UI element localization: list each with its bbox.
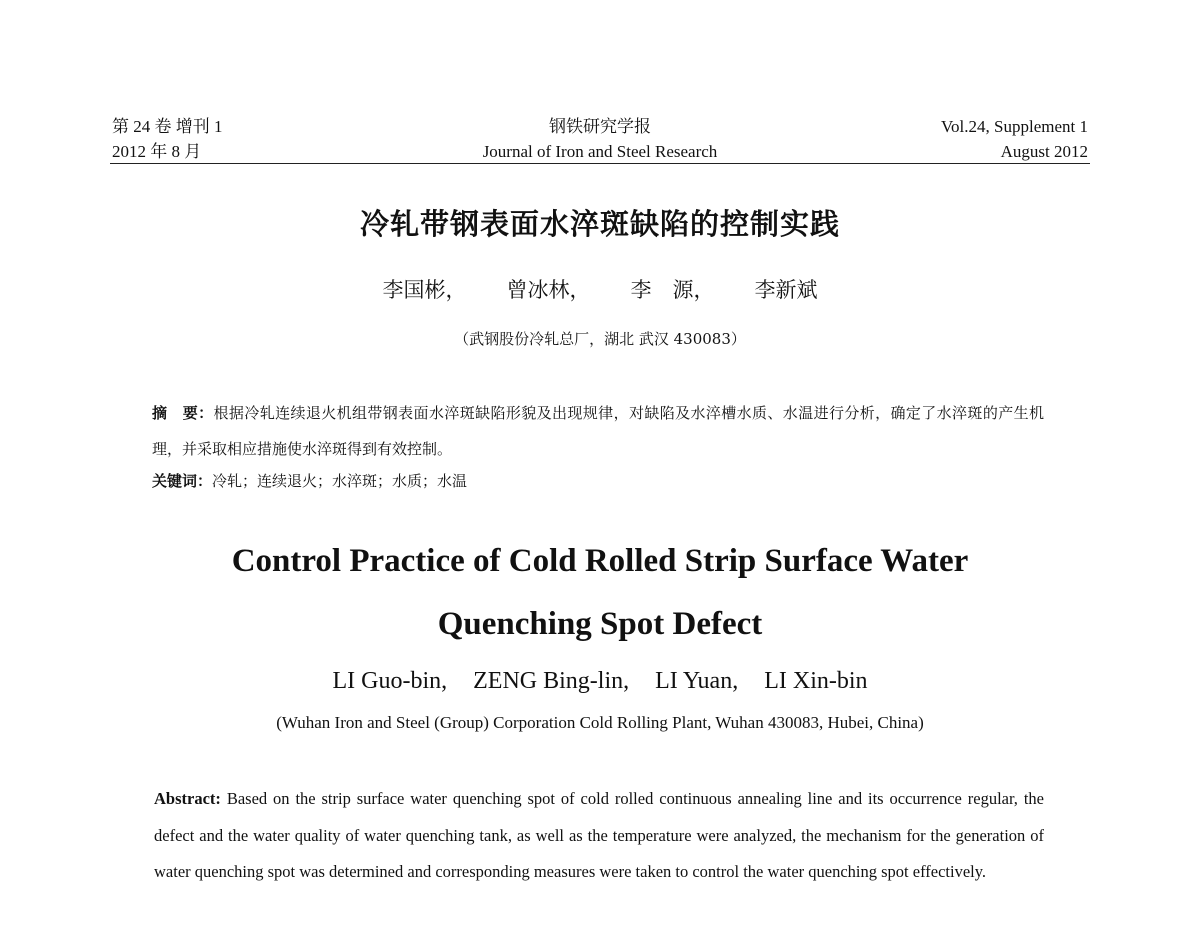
author-cn: 曾冰林， (506, 278, 591, 302)
author-cn: 李 源， (630, 278, 715, 302)
affiliation-en: (Wuhan Iron and Steel (Group) Corporation Cold Rolling Plant, Wuhan 430083, Hubei, China) (276, 713, 924, 732)
author-cn: 李新斌 (754, 278, 818, 302)
abstract-label-en: Abstract: (154, 789, 221, 808)
abstract-text-en: Based on the strip surface water quenching spot of cold rolled continuous annealing line and its occurrence regular, the defect and the water quality of water quenching tank, as well as the temperature were analyzed, the mechanism for the generation of water quenching spot was determined and corresponding measures were taken to control the water quenching spot effectively. (154, 789, 1044, 881)
abstract-en (154, 781, 1044, 891)
abstract-cn (152, 395, 1044, 467)
paper-title-en-line1: Control Practice of Cold Rolled Strip Surface Water (231, 543, 969, 579)
author-list-cn (0, 276, 1200, 304)
keywords-text-cn: 冷轧；连续退火；水淬斑；水质；水温 (212, 472, 468, 490)
publication-date-en: August 2012 (1000, 142, 1088, 161)
author-en: LI Xin-bin (764, 668, 868, 694)
keywords-cn (152, 470, 467, 492)
author-en: ZENG Bing-lin, (473, 668, 630, 694)
volume-issue: 第 24 卷 增刊 1 (112, 117, 223, 136)
volume-supplement-en: Vol.24, Supplement 1 (940, 117, 1088, 136)
header-rule (110, 163, 1090, 164)
author-en: LI Yuan, (655, 668, 739, 694)
author-cn: 李国彬， (382, 278, 467, 302)
author-en: LI Guo-bin, (332, 668, 448, 694)
journal-name-cn: 钢铁研究学报 (549, 117, 651, 136)
author-list-en (0, 667, 1200, 695)
paper-title-en-line2: Quenching Spot Defect (437, 606, 763, 642)
abstract-label-cn: 摘 要： (152, 404, 214, 422)
publication-date-cn: 2012 年 8 月 (112, 142, 202, 161)
keywords-label-cn: 关键词： (152, 472, 213, 490)
paper-title-cn: 冷轧带钢表面水淬斑缺陷的控制实践 (359, 207, 840, 241)
journal-name-en: Journal of Iron and Steel Research (482, 142, 718, 161)
abstract-text-cn: 根据冷轧连续退火机组带钢表面水淬斑缺陷形貌及出现规律，对缺陷及水淬槽水质、水温进行分析，确定了水淬斑的产生机理，并采取相应措施使水淬斑得到有效控制。 (152, 404, 1044, 458)
affiliation-cn: （武钢股份冷轧总厂，湖北 武汉 430083） (454, 330, 746, 348)
